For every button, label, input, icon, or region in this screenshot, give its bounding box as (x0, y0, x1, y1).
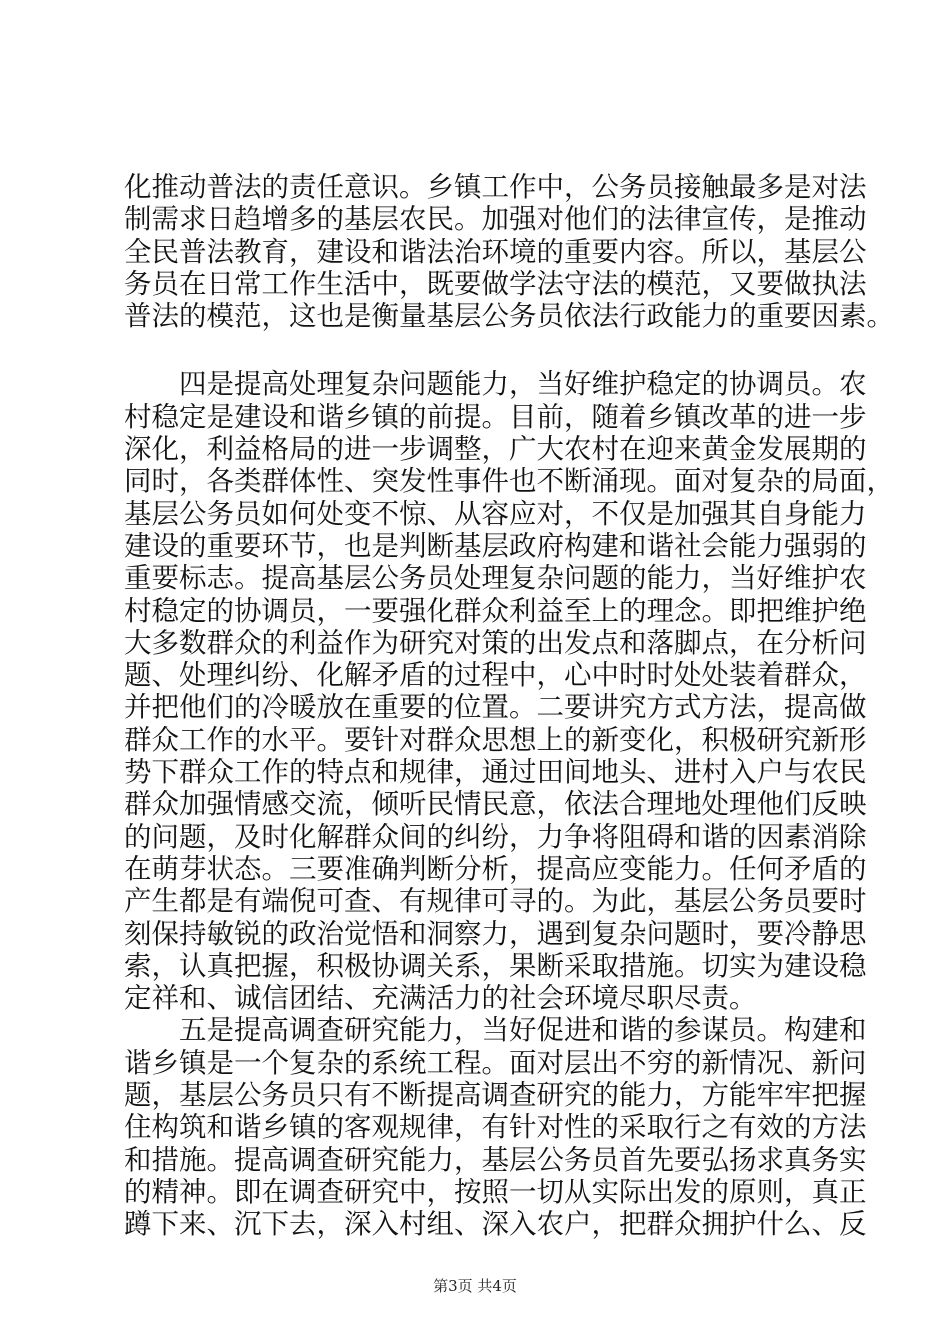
text-line: 蹲下来、沉下去，深入村组、深入农户，把群众拥护什么、反 (124, 1208, 867, 1241)
text-line: 定祥和、诚信团结、充满活力的社会环境尽职尽责。 (124, 982, 757, 1015)
text-line: 群众加强情感交流，倾听民情民意，依法合理地处理他们反映 (124, 788, 867, 821)
text-line: 刻保持敏锐的政治觉悟和洞察力，遇到复杂问题时，要冷静思 (124, 917, 867, 950)
text-line: 务员在日常工作生活中，既要做学法守法的模范，又要做执法 (124, 267, 867, 300)
text-line: 重要标志。提高基层公务员处理复杂问题的能力，当好维护农 (124, 562, 867, 595)
paragraph-spacer (124, 332, 844, 368)
text-line: 题，基层公务员只有不断提高调查研究的能力，方能牢牢把握 (124, 1079, 867, 1112)
text-line: 建设的重要环节，也是判断基层政府构建和谐社会能力强弱的 (124, 529, 867, 562)
text-line: 题、处理纠纷、化解矛盾的过程中，心中时时处处装着群众， (124, 659, 867, 692)
text-line: 势下群众工作的特点和规律，通过田间地头、进村入户与农民 (124, 756, 867, 789)
text-line: 大多数群众的利益作为研究对策的出发点和落脚点，在分析问 (124, 626, 867, 659)
text-line: 在萌芽状态。三要准确判断分析，提高应变能力。任何矛盾的 (124, 852, 867, 885)
text-line: 村稳定的协调员，一要强化群众利益至上的理念。即把维护绝 (124, 594, 867, 627)
text-line: 的精神。即在调查研究中，按照一切从实际出发的原则，真正 (124, 1175, 867, 1208)
text-line: 群众工作的水平。要针对群众思想上的新变化，积极研究新形 (124, 723, 867, 756)
text-line: 索，认真把握，积极协调关系，果断采取措施。切实为建设稳 (124, 949, 867, 982)
text-line: 普法的模范，这也是衡量基层公务员依法行政能力的重要因素。 (124, 300, 894, 333)
text-line: 的问题，及时化解群众间的纠纷，力争将阻碍和谐的因素消除 (124, 820, 867, 853)
text-line: 化推动普法的责任意识。乡镇工作中，公务员接触最多是对法 (124, 171, 867, 203)
text-line: 制需求日趋增多的基层农民。加强对他们的法律宣传，是推动 (124, 203, 867, 236)
text-line: 深化，利益格局的进一步调整，广大农村在迎来黄金发展期的 (124, 433, 867, 466)
text-line: 四是提高处理复杂问题能力，当好维护稳定的协调员。农 (124, 368, 867, 401)
text-line: 村稳定是建设和谐乡镇的前提。目前，随着乡镇改革的进一步 (124, 400, 867, 433)
text-line: 并把他们的冷暖放在重要的位置。二要讲究方式方法，提高做 (124, 691, 867, 724)
text-line: 全民普法教育，建设和谐法治环境的重要内容。所以，基层公 (124, 235, 867, 268)
text-line: 住构筑和谐乡镇的客观规律，有针对性的采取行之有效的方法 (124, 1111, 867, 1144)
text-line: 产生都是有端倪可查、有规律可寻的。为此，基层公务员要时 (124, 885, 867, 918)
paragraph (124, 368, 894, 1015)
paragraph (124, 171, 894, 333)
paragraph (124, 1014, 867, 1241)
text-line: 和措施。提高调查研究能力，基层公务员首先要弘扬求真务实 (124, 1143, 867, 1176)
text-line: 五是提高调查研究能力，当好促进和谐的参谋员。构建和 (124, 1014, 867, 1047)
text-line: 基层公务员如何处变不惊、从容应对，不仅是加强其自身能力 (124, 497, 867, 530)
body-text (124, 171, 894, 1241)
text-line: 同时，各类群体性、突发性事件也不断涌现。面对复杂的局面， (124, 465, 894, 498)
page-number-footer: 第3页 共4页 (433, 1277, 517, 1295)
text-line: 谐乡镇是一个复杂的系统工程。面对层出不穷的新情况、新问 (124, 1046, 867, 1079)
